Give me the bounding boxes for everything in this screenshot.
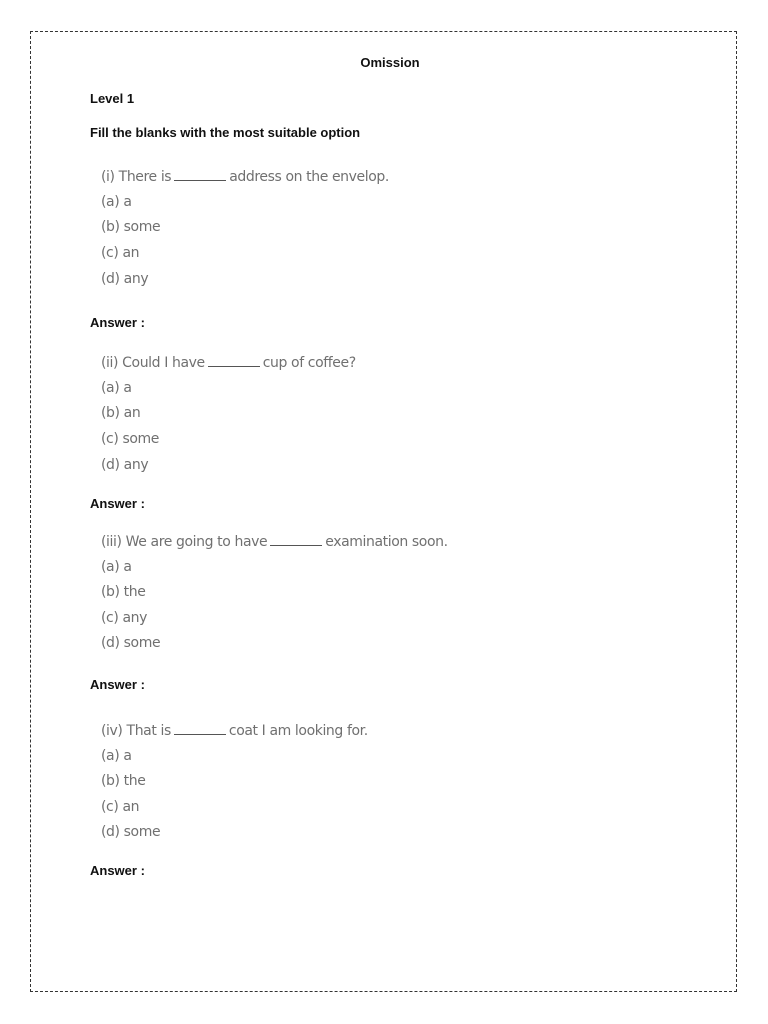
question-1-option-d: (d) any <box>101 271 149 287</box>
question-4-option-c: (c) an <box>101 799 140 815</box>
question-3-blank <box>270 533 322 546</box>
question-4-option-d: (d) some <box>101 824 161 840</box>
question-3-text-before: (iii) We are going to have <box>101 534 268 550</box>
answer-label-3: Answer : <box>90 677 145 692</box>
question-3-option-a: (a) a <box>101 559 132 575</box>
question-4 <box>101 722 368 739</box>
question-1-option-c: (c) an <box>101 245 140 261</box>
question-3-option-c: (c) any <box>101 610 148 626</box>
question-2-option-c: (c) some <box>101 431 159 447</box>
question-3-option-b: (b) the <box>101 584 146 600</box>
question-3-text-after: examination soon. <box>325 534 448 550</box>
level-heading: Level 1 <box>90 91 135 106</box>
question-2-option-a: (a) a <box>101 380 132 396</box>
question-2 <box>101 354 356 371</box>
question-4-option-a: (a) a <box>101 748 132 764</box>
answer-label-1: Answer : <box>90 315 145 330</box>
question-4-text-after: coat I am looking for. <box>228 723 368 739</box>
question-1-text-after: address on the envelop. <box>229 169 389 185</box>
question-3 <box>101 533 448 550</box>
answer-label-2: Answer : <box>90 496 145 511</box>
question-4-text-before: (iv) That is <box>101 723 171 739</box>
question-4-blank <box>174 722 226 735</box>
question-2-option-b: (b) an <box>101 405 141 421</box>
question-3-option-d: (d) some <box>101 635 161 651</box>
question-2-text-after: cup of coffee? <box>262 355 356 371</box>
question-2-text-before: (ii) Could I have <box>101 355 205 371</box>
answer-label-4: Answer : <box>90 863 145 878</box>
question-1-blank <box>174 168 226 181</box>
question-4-option-b: (b) the <box>101 773 146 789</box>
question-1 <box>101 168 389 185</box>
question-1-option-b: (b) some <box>101 219 161 235</box>
question-2-blank <box>208 354 260 367</box>
page-title: Omission <box>360 55 420 70</box>
instruction: Fill the blanks with the most suitable option <box>90 125 361 140</box>
question-1-text-before: (i) There is <box>101 169 172 185</box>
question-1-option-a: (a) a <box>101 194 132 210</box>
question-2-option-d: (d) any <box>101 457 149 473</box>
